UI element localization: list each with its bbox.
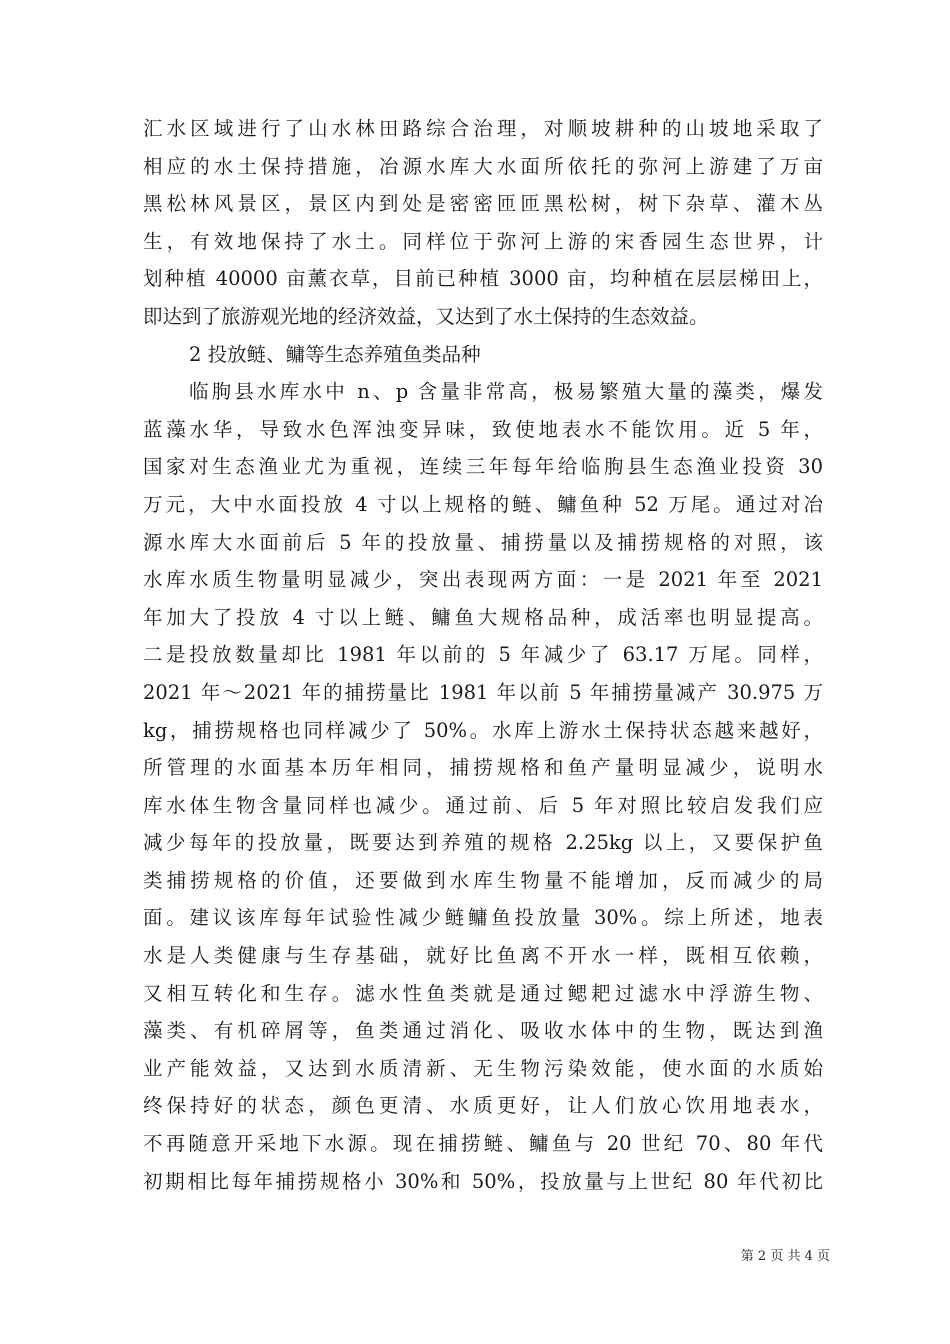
text-line: 万元，大中水面投放 4 寸以上规格的鲢、鳙鱼种 52 万尾。通过对冶: [143, 492, 823, 516]
text-line: 二是投放数量却比 1981 年以前的 5 年减少了 63.17 万尾。同样，: [143, 643, 823, 667]
text-line: 即达到了旅游观光地的经济效益，又达到了水土保持的生态效益。: [143, 304, 709, 328]
body-text: [143, 110, 823, 1200]
text-line: 所管理的水面基本历年相同，捕捞规格和鱼产量明显减少，说明水: [143, 756, 823, 780]
text-line: 终保持好的状态，颜色更清、水质更好，让人们放心饮用地表水，: [143, 1094, 823, 1118]
text-line: 临朐县水库水中 n、p 含量非常高，极易繁殖大量的藻类，爆发: [189, 380, 823, 404]
text-line: 水库水质生物量明显减少，突出表现两方面：一是 2021 年至 2021: [143, 568, 823, 592]
text-line: 黑松林风景区，景区内到处是密密匝匝黑松树，树下杂草、灌木丛: [143, 192, 823, 216]
text-line: 库水体生物含量同样也减少。通过前、后 5 年对照比较启发我们应: [143, 793, 823, 817]
text-line: 汇水区域进行了山水林田路综合治理，对顺坡耕种的山坡地采取了: [143, 117, 823, 140]
text-line: 又相互转化和生存。滤水性鱼类就是通过鳃耙过滤水中浮游生物、: [143, 981, 823, 1005]
text-line: 面。建议该库每年试验性减少鲢鳙鱼投放量 30%。综上所述，地表: [143, 906, 823, 930]
page-number: 第 2 页 共 4 页: [740, 1249, 830, 1264]
text-line: 类捕捞规格的价值，还要做到水库生物量不能增加，反而减少的局: [143, 868, 823, 892]
text-line: 生，有效地保持了水土。同样位于弥河上游的宋香园生态世界，计: [143, 229, 823, 253]
text-line: kg，捕捞规格也同样减少了 50%。水库上游水土保持状态越来越好，: [143, 718, 823, 742]
text-line: 减少每年的投放量，既要达到养殖的规格 2.25kg 以上，又要保护鱼: [143, 831, 823, 855]
text-line: 藻类、有机碎屑等，鱼类通过消化、吸收水体中的生物，既达到渔: [143, 1019, 823, 1043]
text-line: 相应的水土保持措施，冶源水库大水面所依托的弥河上游建了万亩: [143, 154, 823, 178]
text-line: 业产能效益，又达到水质清新、无生物污染效能，使水面的水质始: [143, 1056, 823, 1080]
text-line: 蓝藻水华，导致水色浑浊变异味，致使地表水不能饮用。近 5 年，: [143, 417, 823, 441]
text-line: 源水库大水面前后 5 年的投放量、捕捞量以及捕捞规格的对照，该: [143, 530, 823, 554]
text-line: 不再随意开采地下水源。现在捕捞鲢、鳙鱼与 20 世纪 70、80 年代: [143, 1132, 823, 1156]
text-line: 国家对生态渔业尤为重视，连续三年每年给临朐县生态渔业投资 30: [143, 455, 823, 479]
text-line: 2 投放鲢、鳙等生态养殖鱼类品种: [189, 342, 481, 366]
text-line: 初期相比每年捕捞规格小 30%和 50%，投放量与上世纪 80 年代初比: [143, 1169, 823, 1193]
text-line: 水是人类健康与生存基础，就好比鱼离不开水一样，既相互依赖，: [143, 944, 823, 968]
text-line: 2021 年～2021 年的捕捞量比 1981 年以前 5 年捕捞量减产 30.975 万: [143, 680, 823, 704]
text-line: 划种植 40000 亩薰衣草，目前已种植 3000 亩，均种植在层层梯田上，: [143, 267, 823, 291]
text-line: 年加大了投放 4 寸以上鲢、鳙鱼大规格品种，成活率也明显提高。: [143, 605, 823, 629]
